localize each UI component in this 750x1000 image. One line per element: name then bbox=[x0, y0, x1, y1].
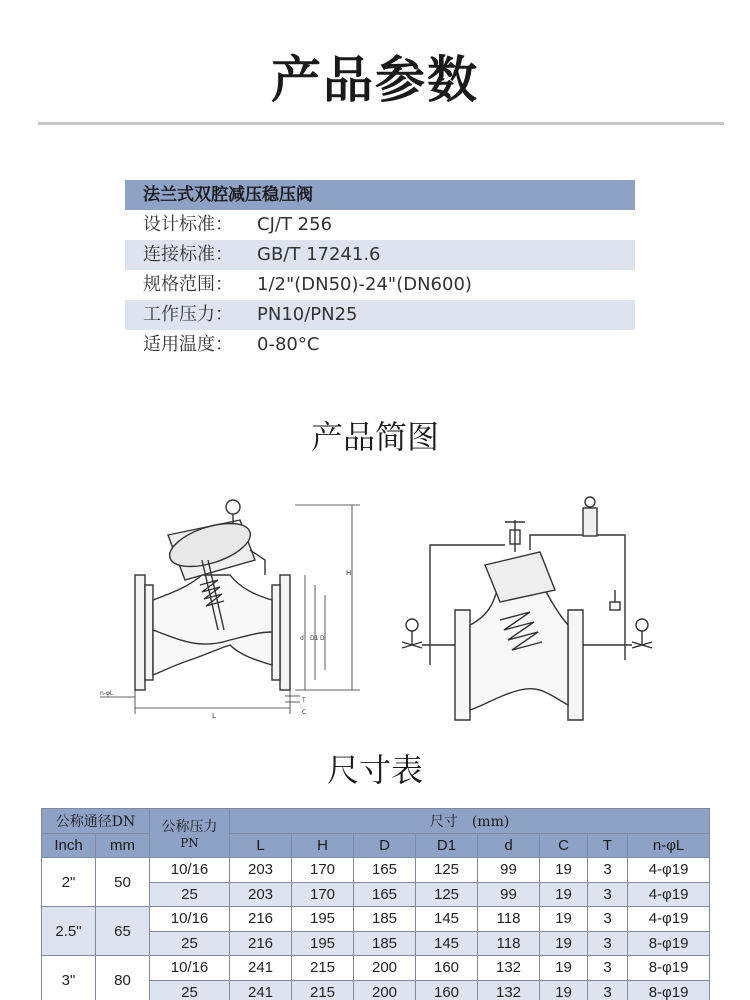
spec-row bbox=[125, 300, 635, 330]
header-inch: Inch bbox=[42, 833, 96, 858]
cell: 160 bbox=[416, 980, 478, 1000]
cell: 3 bbox=[588, 907, 628, 932]
cell-inch: 2.5" bbox=[42, 907, 96, 956]
header-size: 尺寸 (mm) bbox=[230, 809, 710, 834]
header-col-t: T bbox=[588, 833, 628, 858]
cell: 203 bbox=[230, 858, 292, 883]
header-col-d: D bbox=[354, 833, 416, 858]
header-pn bbox=[150, 809, 230, 858]
cell-pn: 25 bbox=[150, 882, 230, 907]
header-col-d-small: d bbox=[478, 833, 540, 858]
spec-label: 设计标准： bbox=[143, 214, 233, 235]
table-row bbox=[42, 907, 710, 932]
cell: 4-φ19 bbox=[628, 858, 710, 883]
cell: 8-φ19 bbox=[628, 931, 710, 956]
dim-label-nphi: n-φL bbox=[100, 690, 114, 697]
table-section-title: 尺寸表 bbox=[326, 751, 423, 789]
cell: 145 bbox=[416, 907, 478, 932]
cell: 195 bbox=[292, 907, 354, 932]
cell: 215 bbox=[292, 956, 354, 981]
cell: 3 bbox=[588, 882, 628, 907]
cell-mm: 80 bbox=[96, 956, 150, 1000]
cell-pn: 10/16 bbox=[150, 956, 230, 981]
cell-pn: 10/16 bbox=[150, 907, 230, 932]
spec-row bbox=[125, 270, 635, 300]
header-mm: mm bbox=[96, 833, 150, 858]
cell: 125 bbox=[416, 882, 478, 907]
cell-mm: 65 bbox=[96, 907, 150, 956]
cell: 8-φ19 bbox=[628, 980, 710, 1000]
spec-label: 连接标准： bbox=[143, 244, 233, 265]
dim-label-t: T bbox=[302, 697, 306, 704]
dimension-table bbox=[41, 808, 710, 1000]
cell: 3 bbox=[588, 956, 628, 981]
spec-value: 0-80°C bbox=[257, 334, 320, 355]
header-col-h: H bbox=[292, 833, 354, 858]
cell-inch: 2" bbox=[42, 858, 96, 907]
cell: 8-φ19 bbox=[628, 956, 710, 981]
cell: 118 bbox=[478, 931, 540, 956]
cell: 3 bbox=[588, 931, 628, 956]
cell-inch: 3" bbox=[42, 956, 96, 1000]
cell: 195 bbox=[292, 931, 354, 956]
cell: 125 bbox=[416, 858, 478, 883]
cell-pn: 10/16 bbox=[150, 858, 230, 883]
cell: 200 bbox=[354, 956, 416, 981]
table-header-row bbox=[42, 809, 710, 834]
dim-label-c: C bbox=[302, 709, 307, 716]
spec-value: PN10/PN25 bbox=[257, 304, 358, 325]
cell: 170 bbox=[292, 882, 354, 907]
cell: 203 bbox=[230, 882, 292, 907]
cell-pn: 25 bbox=[150, 980, 230, 1000]
header-pn-sub: PN bbox=[180, 836, 199, 850]
page-title: 产品参数 bbox=[271, 51, 479, 109]
cell: 3 bbox=[588, 980, 628, 1000]
cell: 160 bbox=[416, 956, 478, 981]
cell-pn: 25 bbox=[150, 931, 230, 956]
cell: 132 bbox=[478, 980, 540, 1000]
dim-label-l: L bbox=[212, 712, 216, 720]
header-col-c: C bbox=[540, 833, 588, 858]
cell: 215 bbox=[292, 980, 354, 1000]
cell: 19 bbox=[540, 980, 588, 1000]
dim-label-d-small: d bbox=[300, 635, 304, 642]
cell: 99 bbox=[478, 858, 540, 883]
header-col-nphil: n-φL bbox=[628, 833, 710, 858]
spec-value: CJ/T 256 bbox=[257, 214, 333, 235]
cell-mm: 50 bbox=[96, 858, 150, 907]
cell: 165 bbox=[354, 858, 416, 883]
cell: 19 bbox=[540, 907, 588, 932]
spec-label: 工作压力： bbox=[143, 304, 233, 325]
cell: 185 bbox=[354, 907, 416, 932]
cell: 200 bbox=[354, 980, 416, 1000]
table-row bbox=[42, 858, 710, 883]
spec-value: 1/2"(DN50)-24"(DN600) bbox=[257, 274, 472, 295]
dim-label-d1: D1 bbox=[310, 635, 319, 642]
cell: 170 bbox=[292, 858, 354, 883]
header-col-d1: D1 bbox=[416, 833, 478, 858]
table-row bbox=[42, 956, 710, 981]
cell: 4-φ19 bbox=[628, 907, 710, 932]
spec-row bbox=[125, 330, 635, 360]
cell: 99 bbox=[478, 882, 540, 907]
cell: 4-φ19 bbox=[628, 882, 710, 907]
spec-panel bbox=[125, 180, 635, 360]
cell: 3 bbox=[588, 858, 628, 883]
cell: 216 bbox=[230, 931, 292, 956]
dim-label-h: H bbox=[346, 569, 352, 577]
spec-label: 规格范围： bbox=[143, 274, 233, 295]
valve-assembly-view bbox=[402, 497, 652, 720]
header-col-l: L bbox=[230, 833, 292, 858]
cell: 19 bbox=[540, 858, 588, 883]
spec-value: GB/T 17241.6 bbox=[257, 244, 381, 265]
cell: 19 bbox=[540, 956, 588, 981]
cell: 19 bbox=[540, 931, 588, 956]
cell: 165 bbox=[354, 882, 416, 907]
header-pn-label: 公称压力 bbox=[161, 819, 218, 835]
diagram-section-title: 产品简图 bbox=[310, 418, 439, 456]
cell: 185 bbox=[354, 931, 416, 956]
valve-section-view bbox=[100, 500, 360, 714]
cell: 241 bbox=[230, 956, 292, 981]
spec-row bbox=[125, 210, 635, 240]
spec-header: 法兰式双腔减压稳压阀 bbox=[125, 180, 635, 210]
spec-row bbox=[125, 240, 635, 270]
cell: 216 bbox=[230, 907, 292, 932]
spec-label: 适用温度： bbox=[143, 334, 233, 355]
cell: 145 bbox=[416, 931, 478, 956]
table-subheader-row bbox=[42, 833, 710, 858]
dim-label-d: D bbox=[320, 635, 325, 642]
title-divider bbox=[38, 122, 724, 125]
cell: 19 bbox=[540, 882, 588, 907]
header-dn: 公称通径DN bbox=[42, 809, 150, 834]
valve-drawing bbox=[90, 490, 680, 725]
cell: 241 bbox=[230, 980, 292, 1000]
cell: 132 bbox=[478, 956, 540, 981]
cell: 118 bbox=[478, 907, 540, 932]
